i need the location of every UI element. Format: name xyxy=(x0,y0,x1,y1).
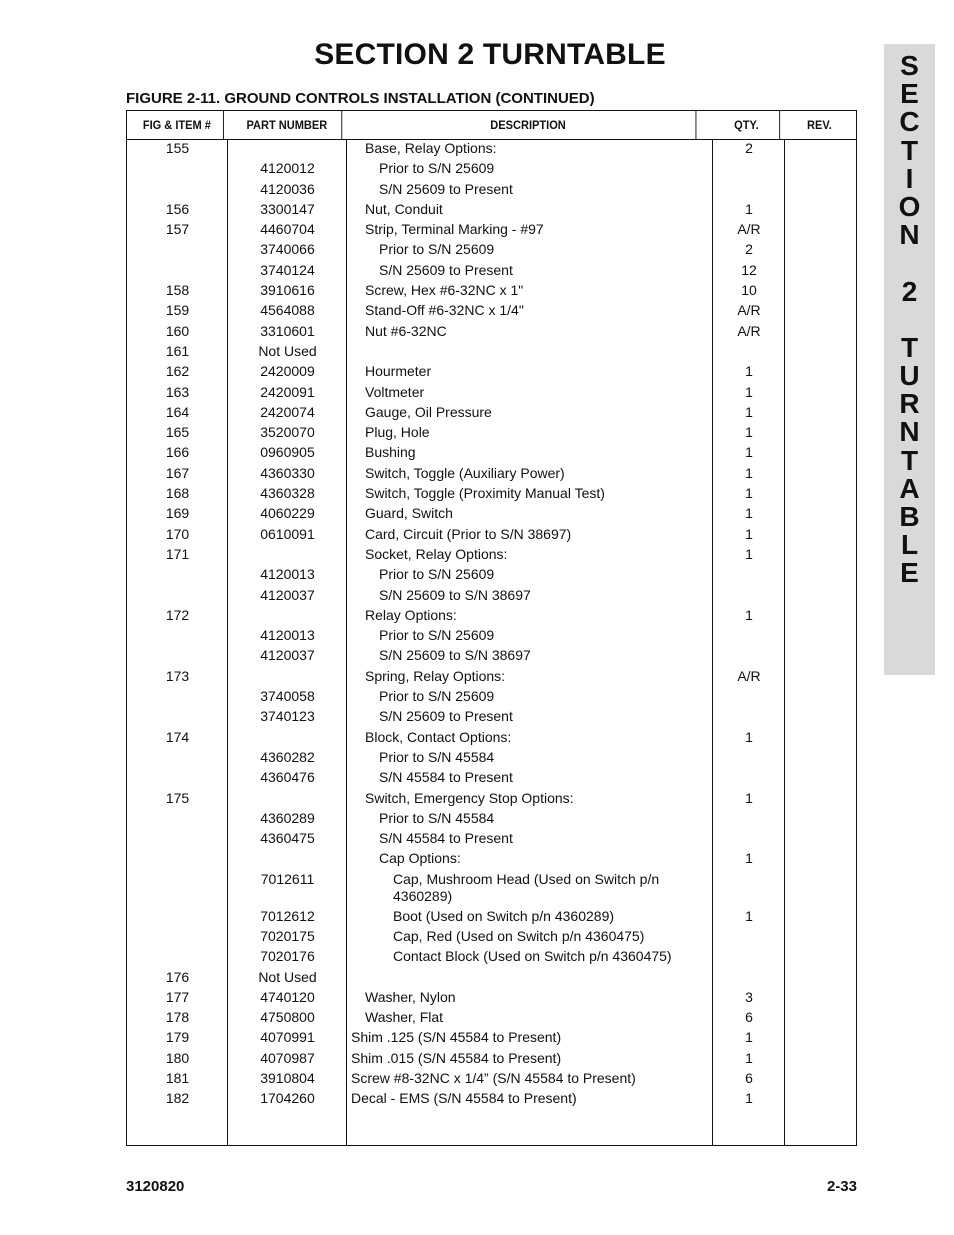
cell-qty: 3 xyxy=(745,988,753,1005)
header-qty: QTY. xyxy=(714,111,780,139)
cell-fig-item: 177 xyxy=(165,988,190,1005)
cell-description: S/N 25609 to S/N 38697 xyxy=(379,647,531,664)
cell-description: S/N 25609 to Present xyxy=(379,180,513,197)
table-row xyxy=(127,768,856,788)
cell-fig-item: 159 xyxy=(165,302,190,319)
table-row xyxy=(127,968,856,988)
table-row xyxy=(127,200,856,220)
cell-description: S/N 25609 to Present xyxy=(379,708,513,725)
cell-description: Screw #8-32NC x 1/4” (S/N 45584 to Present) xyxy=(351,1070,636,1087)
section-side-tab-letters xyxy=(884,44,935,588)
parts-table xyxy=(126,110,857,1146)
table-row xyxy=(127,1028,856,1048)
cell-qty: 1 xyxy=(745,444,753,461)
cell-description: Prior to S/N 45584 xyxy=(379,809,495,826)
cell-part-number: 4750800 xyxy=(260,1009,315,1026)
cell-fig-item: 179 xyxy=(165,1029,190,1046)
cell-qty: 1 xyxy=(745,545,753,562)
cell-qty: 1 xyxy=(745,789,753,806)
cell-description: S/N 45584 to Present xyxy=(379,769,513,786)
cell-part-number: 3910616 xyxy=(260,282,315,299)
cell-description: Prior to S/N 25609 xyxy=(379,566,495,583)
table-row xyxy=(127,1089,856,1109)
cell-description: Bushing xyxy=(365,444,416,461)
cell-fig-item: 172 xyxy=(165,606,190,623)
table-row xyxy=(127,139,856,159)
side-tab-letter: 2 xyxy=(901,275,918,307)
table-row xyxy=(127,484,856,504)
table-row xyxy=(127,301,856,321)
cell-description: Nut #6-32NC xyxy=(365,322,447,339)
cell-qty: 1 xyxy=(745,505,753,522)
table-row xyxy=(127,707,856,727)
cell-qty: 1 xyxy=(745,850,753,867)
cell-qty: 1 xyxy=(745,485,753,502)
header-fig-item: FIG & ITEM # xyxy=(131,111,224,139)
table-row xyxy=(127,829,856,849)
side-tab-letter: U xyxy=(899,360,920,392)
cell-fig-item: 155 xyxy=(165,140,190,156)
cell-description: Switch, Toggle (Proximity Manual Test) xyxy=(365,485,605,502)
cell-fig-item: 171 xyxy=(165,545,190,562)
side-tab-letter: T xyxy=(900,331,919,363)
cell-part-number: 4360330 xyxy=(260,464,315,481)
table-row xyxy=(127,927,856,947)
side-tab-letter: C xyxy=(899,106,920,138)
cell-fig-item: 178 xyxy=(165,1009,190,1026)
figure-title: FIGURE 2-11. GROUND CONTROLS INSTALLATION (CONTINUED) xyxy=(126,90,595,107)
table-row xyxy=(127,403,856,423)
side-tab-letter: O xyxy=(898,190,921,222)
cell-description: Spring, Relay Options: xyxy=(365,667,506,684)
cell-qty: 1 xyxy=(745,728,753,745)
cell-part-number: 7012612 xyxy=(260,907,315,924)
cell-part-number: 3740123 xyxy=(260,708,315,725)
cell-qty: 1 xyxy=(745,1049,753,1066)
cell-part-number: 3310601 xyxy=(260,322,315,339)
cell-qty: 1 xyxy=(745,907,753,924)
side-tab-letter: E xyxy=(900,557,919,589)
cell-fig-item: 167 xyxy=(165,464,190,481)
table-row xyxy=(127,728,856,748)
cell-fig-item: 176 xyxy=(165,968,190,985)
side-tab-letter: A xyxy=(899,472,920,504)
cell-qty: 1 xyxy=(745,525,753,542)
table-row xyxy=(127,667,856,687)
table-row xyxy=(127,646,856,666)
table-row xyxy=(127,504,856,524)
cell-part-number: 4740120 xyxy=(260,988,315,1005)
cell-description: Card, Circuit (Prior to S/N 38697) xyxy=(365,525,572,542)
cell-part-number: 2420074 xyxy=(260,403,315,420)
cell-description: Decal - EMS (S/N 45584 to Present) xyxy=(351,1090,577,1107)
cell-description: Relay Options: xyxy=(365,606,457,623)
cell-fig-item: 180 xyxy=(165,1049,190,1066)
cell-part-number: 4360289 xyxy=(260,809,315,826)
table-row xyxy=(127,789,856,809)
cell-description: Prior to S/N 45584 xyxy=(379,748,495,765)
table-row xyxy=(127,748,856,768)
table-row xyxy=(127,525,856,545)
cell-qty: 1 xyxy=(745,424,753,441)
cell-part-number: 0610091 xyxy=(260,525,315,542)
cell-part-number: 4060229 xyxy=(260,505,315,522)
cell-description: Prior to S/N 25609 xyxy=(379,160,495,177)
cell-qty: 1 xyxy=(745,383,753,400)
cell-description: Boot (Used on Switch p/n 4360289) xyxy=(393,907,615,924)
cell-description: Nut, Conduit xyxy=(365,200,443,217)
header-description: DESCRIPTION xyxy=(361,111,697,139)
table-row xyxy=(127,423,856,443)
table-row xyxy=(127,1008,856,1028)
cell-qty: 10 xyxy=(741,282,757,299)
cell-fig-item: 166 xyxy=(165,444,190,461)
table-row xyxy=(127,988,856,1008)
table-row xyxy=(127,565,856,585)
cell-description: Contact Block (Used on Switch p/n 4360475) xyxy=(393,948,672,965)
side-tab-letter: N xyxy=(899,416,920,448)
cell-part-number: 3740124 xyxy=(260,261,315,278)
cell-part-number: 4564088 xyxy=(260,302,315,319)
cell-description: Screw, Hex #6-32NC x 1" xyxy=(365,282,524,299)
page-number: 2-33 xyxy=(826,1178,857,1195)
table-row xyxy=(127,383,856,403)
table-row xyxy=(127,809,856,829)
table-row xyxy=(127,947,856,967)
cell-fig-item: 165 xyxy=(165,424,190,441)
cell-description: Cap, Red (Used on Switch p/n 4360475) xyxy=(393,927,645,944)
cell-part-number: 7012611 xyxy=(260,870,315,887)
cell-part-number: 7020175 xyxy=(260,927,315,944)
cell-description: Stand-Off #6-32NC x 1/4" xyxy=(365,302,524,319)
table-row xyxy=(127,545,856,565)
cell-part-number: 4360282 xyxy=(260,748,315,765)
cell-qty: A/R xyxy=(737,322,761,339)
cell-description: Shim .125 (S/N 45584 to Present) xyxy=(351,1029,562,1046)
cell-description: Shim .015 (S/N 45584 to Present) xyxy=(351,1049,562,1066)
cell-part-number: 3740058 xyxy=(260,688,315,705)
cell-description: Cap, Mushroom Head (Used on Switch p/n 4360289) xyxy=(393,870,660,904)
cell-part-number: Not Used xyxy=(258,968,317,985)
cell-qty: 6 xyxy=(745,1070,753,1087)
table-row xyxy=(127,586,856,606)
cell-part-number: 3520070 xyxy=(260,424,315,441)
cell-part-number: 4120036 xyxy=(260,180,315,197)
cell-qty: 2 xyxy=(745,140,753,156)
cell-part-number: 3910804 xyxy=(260,1070,315,1087)
cell-part-number: 4460704 xyxy=(260,221,315,238)
cell-description: Voltmeter xyxy=(365,383,425,400)
table-row xyxy=(127,180,856,200)
table-row xyxy=(127,849,856,869)
side-tab-letter: R xyxy=(899,388,920,420)
cell-fig-item: 156 xyxy=(165,200,190,217)
side-tab-letter: N xyxy=(899,219,920,251)
cell-description: Socket, Relay Options: xyxy=(365,545,508,562)
cell-description: Guard, Switch xyxy=(365,505,453,522)
cell-qty: 1 xyxy=(745,200,753,217)
cell-description: S/N 25609 to S/N 38697 xyxy=(379,586,531,603)
cell-part-number: 2420091 xyxy=(260,383,315,400)
cell-fig-item: 169 xyxy=(165,505,190,522)
cell-fig-item: 163 xyxy=(165,383,190,400)
cell-part-number: 4070991 xyxy=(260,1029,315,1046)
cell-description: Plug, Hole xyxy=(365,424,430,441)
cell-part-number: 7020176 xyxy=(260,948,315,965)
cell-fig-item: 181 xyxy=(165,1070,190,1087)
cell-description: Prior to S/N 25609 xyxy=(379,241,495,258)
cell-part-number: 3740066 xyxy=(260,241,315,258)
cell-part-number: 4120013 xyxy=(260,627,315,644)
table-row xyxy=(127,261,856,281)
cell-part-number: 4360475 xyxy=(260,830,315,847)
cell-part-number: 0960905 xyxy=(260,444,315,461)
cell-part-number: 1704260 xyxy=(260,1090,315,1107)
page-title: SECTION 2 TURNTABLE xyxy=(314,38,666,71)
cell-fig-item: 161 xyxy=(165,342,190,359)
cell-qty: 1 xyxy=(745,363,753,380)
cell-qty: 2 xyxy=(745,241,753,258)
cell-description: Washer, Flat xyxy=(365,1009,444,1026)
cell-description: Switch, Toggle (Auxiliary Power) xyxy=(365,464,565,481)
cell-description: Switch, Emergency Stop Options: xyxy=(365,789,574,806)
cell-qty: A/R xyxy=(737,667,761,684)
cell-description: Prior to S/N 25609 xyxy=(379,688,495,705)
cell-qty: A/R xyxy=(737,221,761,238)
cell-part-number: Not Used xyxy=(258,342,317,359)
table-row xyxy=(127,362,856,382)
cell-description: Strip, Terminal Marking - #97 xyxy=(365,221,544,238)
section-side-tab xyxy=(884,44,935,675)
table-row xyxy=(127,626,856,646)
table-row xyxy=(127,220,856,240)
table-row xyxy=(127,606,856,626)
cell-qty: 1 xyxy=(745,606,753,623)
cell-part-number: 4120013 xyxy=(260,566,315,583)
table-row xyxy=(127,907,856,927)
cell-qty: 1 xyxy=(745,403,753,420)
table-row xyxy=(127,240,856,260)
cell-description: Base, Relay Options: xyxy=(365,140,497,156)
side-tab-letter: E xyxy=(900,78,919,110)
cell-part-number: 4120037 xyxy=(260,586,315,603)
table-row xyxy=(127,1069,856,1089)
table-row xyxy=(127,159,856,179)
cell-description: Prior to S/N 25609 xyxy=(379,627,495,644)
cell-part-number: 4120012 xyxy=(260,160,315,177)
table-row xyxy=(127,870,856,907)
cell-description: Block, Contact Options: xyxy=(365,728,512,745)
table-row xyxy=(127,464,856,484)
cell-part-number: 3300147 xyxy=(260,200,315,217)
cell-qty: A/R xyxy=(737,302,761,319)
side-tab-letter: I xyxy=(905,162,914,194)
table-row xyxy=(127,1049,856,1069)
cell-fig-item: 174 xyxy=(165,728,190,745)
table-row xyxy=(127,443,856,463)
cell-fig-item: 173 xyxy=(165,667,190,684)
cell-description: S/N 45584 to Present xyxy=(379,830,513,847)
table-row xyxy=(127,342,856,362)
side-tab-letter: B xyxy=(899,501,920,532)
cell-part-number: 2420009 xyxy=(260,363,315,380)
table-row xyxy=(127,322,856,342)
cell-qty: 1 xyxy=(745,1029,753,1046)
side-tab-letter: S xyxy=(900,50,919,81)
document-number: 3120820 xyxy=(126,1178,185,1195)
cell-description: S/N 25609 to Present xyxy=(379,261,513,278)
cell-fig-item: 162 xyxy=(165,363,190,380)
side-tab-letter: T xyxy=(900,134,919,166)
cell-part-number: 4360476 xyxy=(260,769,315,786)
cell-description: Washer, Nylon xyxy=(365,988,456,1005)
cell-part-number: 4120037 xyxy=(260,647,315,664)
table-row xyxy=(127,281,856,301)
cell-description: Hourmeter xyxy=(365,363,432,380)
cell-qty: 6 xyxy=(745,1009,753,1026)
header-part-number: PART NUMBER xyxy=(232,111,341,139)
header-rev: REV. xyxy=(807,118,832,132)
side-tab-letter: L xyxy=(900,529,919,561)
table-body xyxy=(127,139,856,1110)
cell-qty: 1 xyxy=(745,464,753,481)
cell-fig-item: 170 xyxy=(165,525,190,542)
cell-description: Cap Options: xyxy=(379,850,461,867)
cell-fig-item: 158 xyxy=(165,282,190,299)
table-header xyxy=(127,111,856,140)
cell-fig-item: 175 xyxy=(165,789,190,806)
cell-part-number: 4070987 xyxy=(260,1049,315,1066)
cell-fig-item: 182 xyxy=(165,1090,190,1107)
cell-fig-item: 157 xyxy=(165,221,190,238)
cell-fig-item: 164 xyxy=(165,403,190,420)
cell-fig-item: 160 xyxy=(165,322,190,339)
cell-part-number: 4360328 xyxy=(260,485,315,502)
side-tab-letter: T xyxy=(900,444,919,476)
table-row xyxy=(127,687,856,707)
cell-fig-item: 168 xyxy=(165,485,190,502)
cell-qty: 1 xyxy=(745,1090,753,1107)
cell-description: Gauge, Oil Pressure xyxy=(365,403,492,420)
cell-qty: 12 xyxy=(741,261,757,278)
